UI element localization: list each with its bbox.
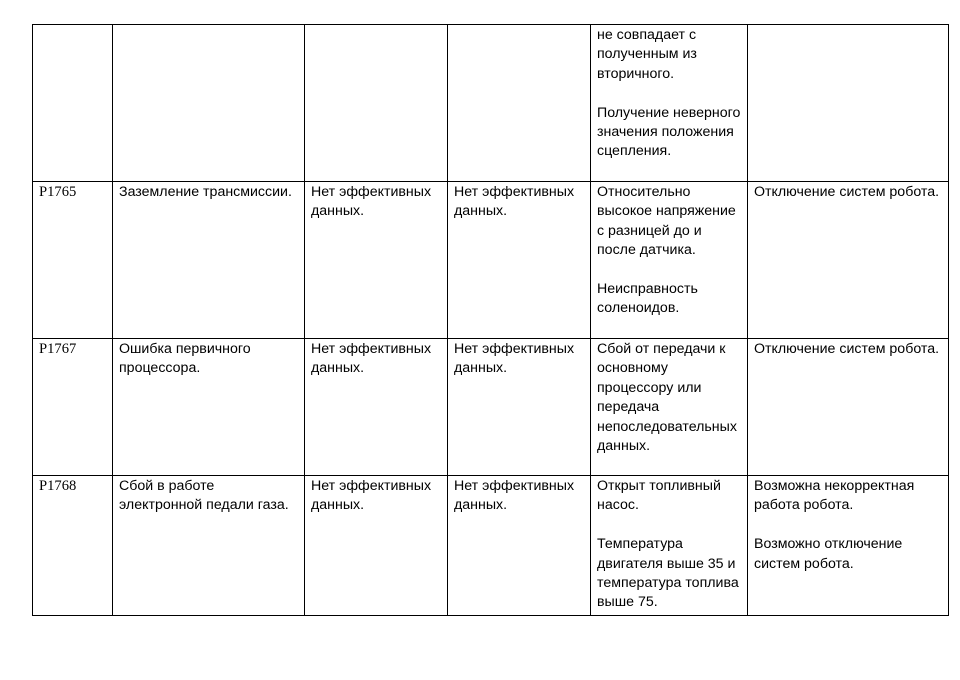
fault-code-table xyxy=(32,24,949,616)
code-cell: P1767 xyxy=(33,339,113,476)
table-row xyxy=(33,476,949,616)
table-row xyxy=(33,339,949,476)
action-paragraph: Возможна некорректная работа робота. xyxy=(754,478,915,514)
condition-cell: Нет эффективных данных. xyxy=(448,339,591,476)
cause-paragraph: Открыт топливный насос. xyxy=(597,478,721,514)
code-cell xyxy=(33,25,113,182)
condition-cell: Нет эффективных данных. xyxy=(305,182,448,339)
condition-cell: Нет эффективных данных. xyxy=(448,476,591,616)
action-cell xyxy=(748,182,949,339)
name-cell: Заземление трансмиссии. xyxy=(113,182,305,339)
cause-cell xyxy=(591,182,748,339)
cause-paragraph: Сбой от передачи к основному процессору или передача непоследовательных данных. xyxy=(597,341,737,455)
code-cell: P1765 xyxy=(33,182,113,339)
code-cell: P1768 xyxy=(33,476,113,616)
cause-cell xyxy=(591,339,748,476)
action-paragraph: Возможно отключение систем робота. xyxy=(754,536,903,572)
cause-paragraph: Неисправность соленоидов. xyxy=(597,281,698,317)
action-paragraph: Отключение систем робота. xyxy=(754,184,940,200)
name-cell: Ошибка первичного процессора. xyxy=(113,339,305,476)
condition-cell xyxy=(305,25,448,182)
name-cell: Сбой в работе электронной педали газа. xyxy=(113,476,305,616)
cause-cell xyxy=(591,25,748,182)
condition-cell: Нет эффективных данных. xyxy=(448,182,591,339)
action-cell xyxy=(748,25,949,182)
cause-cell xyxy=(591,476,748,616)
cause-paragraph: Температура двигателя выше 35 и температура топлива выше 75. xyxy=(597,536,739,611)
table-row xyxy=(33,182,949,339)
table-row xyxy=(33,25,949,182)
name-cell xyxy=(113,25,305,182)
cause-paragraph: не совпадает с полученным из вторичного. xyxy=(597,27,697,82)
action-cell xyxy=(748,339,949,476)
condition-cell: Нет эффективных данных. xyxy=(305,476,448,616)
condition-cell xyxy=(448,25,591,182)
action-paragraph: Отключение систем робота. xyxy=(754,341,940,357)
cause-paragraph: Относительно высокое напряжение с разницей до и после датчика. xyxy=(597,184,736,259)
action-cell xyxy=(748,476,949,616)
cause-paragraph: Получение неверного значения положения сцепления. xyxy=(597,104,741,160)
condition-cell: Нет эффективных данных. xyxy=(305,339,448,476)
